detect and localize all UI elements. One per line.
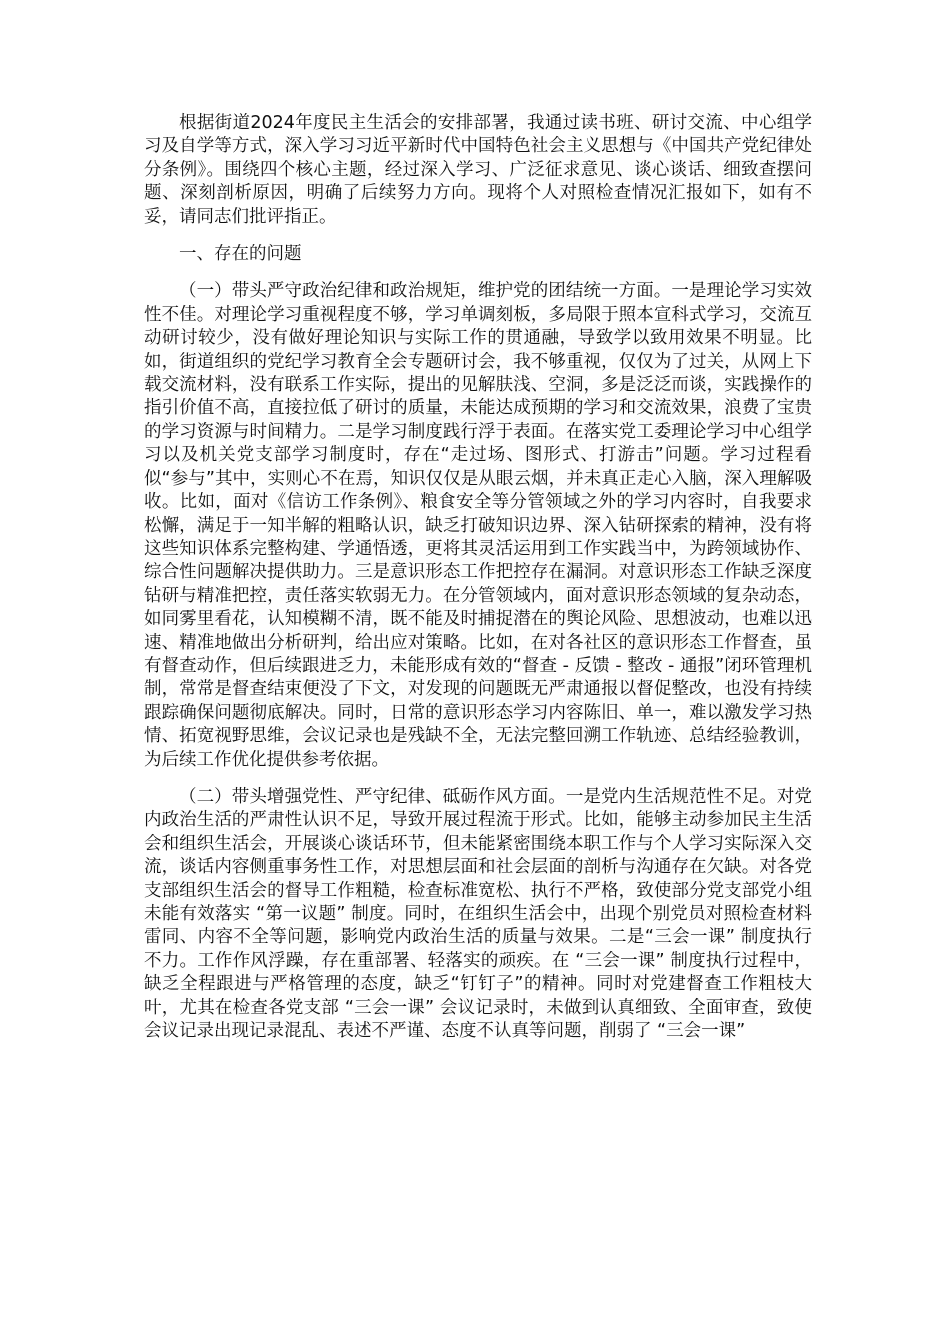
problem-paragraph-2: （二）带头增强党性、严守纪律、砥砺作风方面。一是党内生活规范性不足。对党内政治生活的严肃性认识不足，导致开展过程流于形式。比如，能够主动参加民主生活会和组织生活会，开展谈心谈话环节，但未能紧密围绕本职工作与个人学习实际深入交流，谈话内容侧重事务性工作，对思想层面和社会层面的剖析与沟通存在欠缺。对各党支部组织生活会的督导工作粗糙，检查标准宽松、执行不严格，致使部分党支部党小组未能有效落实 “第一议题” 制度。同时，在组织生活会中，出现个别党员对照检查材料雷同、内容不全等问题，影响党内政治生活的质量与效果。二是“三会一课” 制度执行不力。工作作风浮躁，存在重部署、轻落实的顽疾。在 “三会一课” 制度执行过程中，缺乏全程跟进与严格管理的态度，缺乏“钉钉子”的精神。同时对党建督查工作粗枝大叶，尤其在检查各党支部 “三会一课” 会议记录时，未做到认真细致、全面审查，致使会议记录出现记录混乱、表述不严谨、态度不认真等问题，削弱了 “三会一课” bbox=[144, 786, 812, 1042]
problem-paragraph-1: （一）带头严守政治纪律和政治规矩，维护党的团结统一方面。一是理论学习实效性不佳。对理论学习重视程度不够，学习单调刻板，多局限于照本宣科式学习，交流互动研讨较少，没有做好理论知识与实际工作的贯通融，导致学以致用效果不明显。比如，街道组织的党纪学习教育全会专题研讨会，我不够重视，仅仅为了过关，从网上下载交流材料，没有联系工作实际，提出的见解肤浅、空洞，多是泛泛而谈，实践操作的指引价值不高，直接拉低了研讨的质量，未能达成预期的学习和交流效果，浪费了宝贵的学习资源与时间精力。二是学习制度践行浮于表面。在落实党工委理论学习中心组学习以及机关党支部学习制度时，存在“走过场、图形式、打游击”问题。学习过程看似“参与”其中，实则心不在焉，知识仅仅是从眼云烟，并未真正走心入脑，深入理解吸收。比如，面对《信访工作条例》、粮食安全等分管领域之外的学习内容时，自我要求松懈，满足于一知半解的粗略认识，缺乏打破知识边界、深入钻研探索的精神，没有将这些知识体系完整构建、学通悟透，更将其灵活运用到工作实践当中，为跨领域协作、综合性问题解决提供助力。三是意识形态工作把控存在漏洞。对意识形态工作缺乏深度钻研与精准把控，责任落实软弱无力。在分管领域内，面对意识形态领域的复杂动态，如同雾里看花，认知模糊不清，既不能及时捕捉潜在的舆论风险、思想波动，也难以迅速、精准地做出分析研判，给出应对策略。比如，在对各社区的意识形态工作督查，虽有督查动作，但后续跟进乏力，未能形成有效的“督查 - 反馈 - 整改 - 通报”闭环管理机制，常常是督查结束便没了下文，对发现的问题既无严肃通报以督促整改，也没有持续跟踪确保问题彻底解决。同时，日常的意识形态学习内容陈旧、单一，难以激发学习热情、拓宽视野思维，会议记录也是残缺不全，无法完整回溯工作轨迹、总结经验教训，为后续工作优化提供参考依据。 bbox=[144, 281, 812, 770]
intro-paragraph: 根据街道2024年度民主生活会的安排部署，我通过读书班、研讨交流、中心组学习及自学等方式，深入学习习近平新时代中国特色社会主义思想与《中国共产党纪律处分条例》。围绕四个核心主题，经过深入学习、广泛征求意见、谈心谈话、细致查摆问题、深刻剖析原因，明确了后续努力方向。现将个人对照检查情况汇报如下，如有不妥，请同志们批评指正。 bbox=[144, 113, 812, 227]
document-body bbox=[144, 112, 812, 1043]
section-heading: 一、存在的问题 bbox=[179, 244, 302, 265]
